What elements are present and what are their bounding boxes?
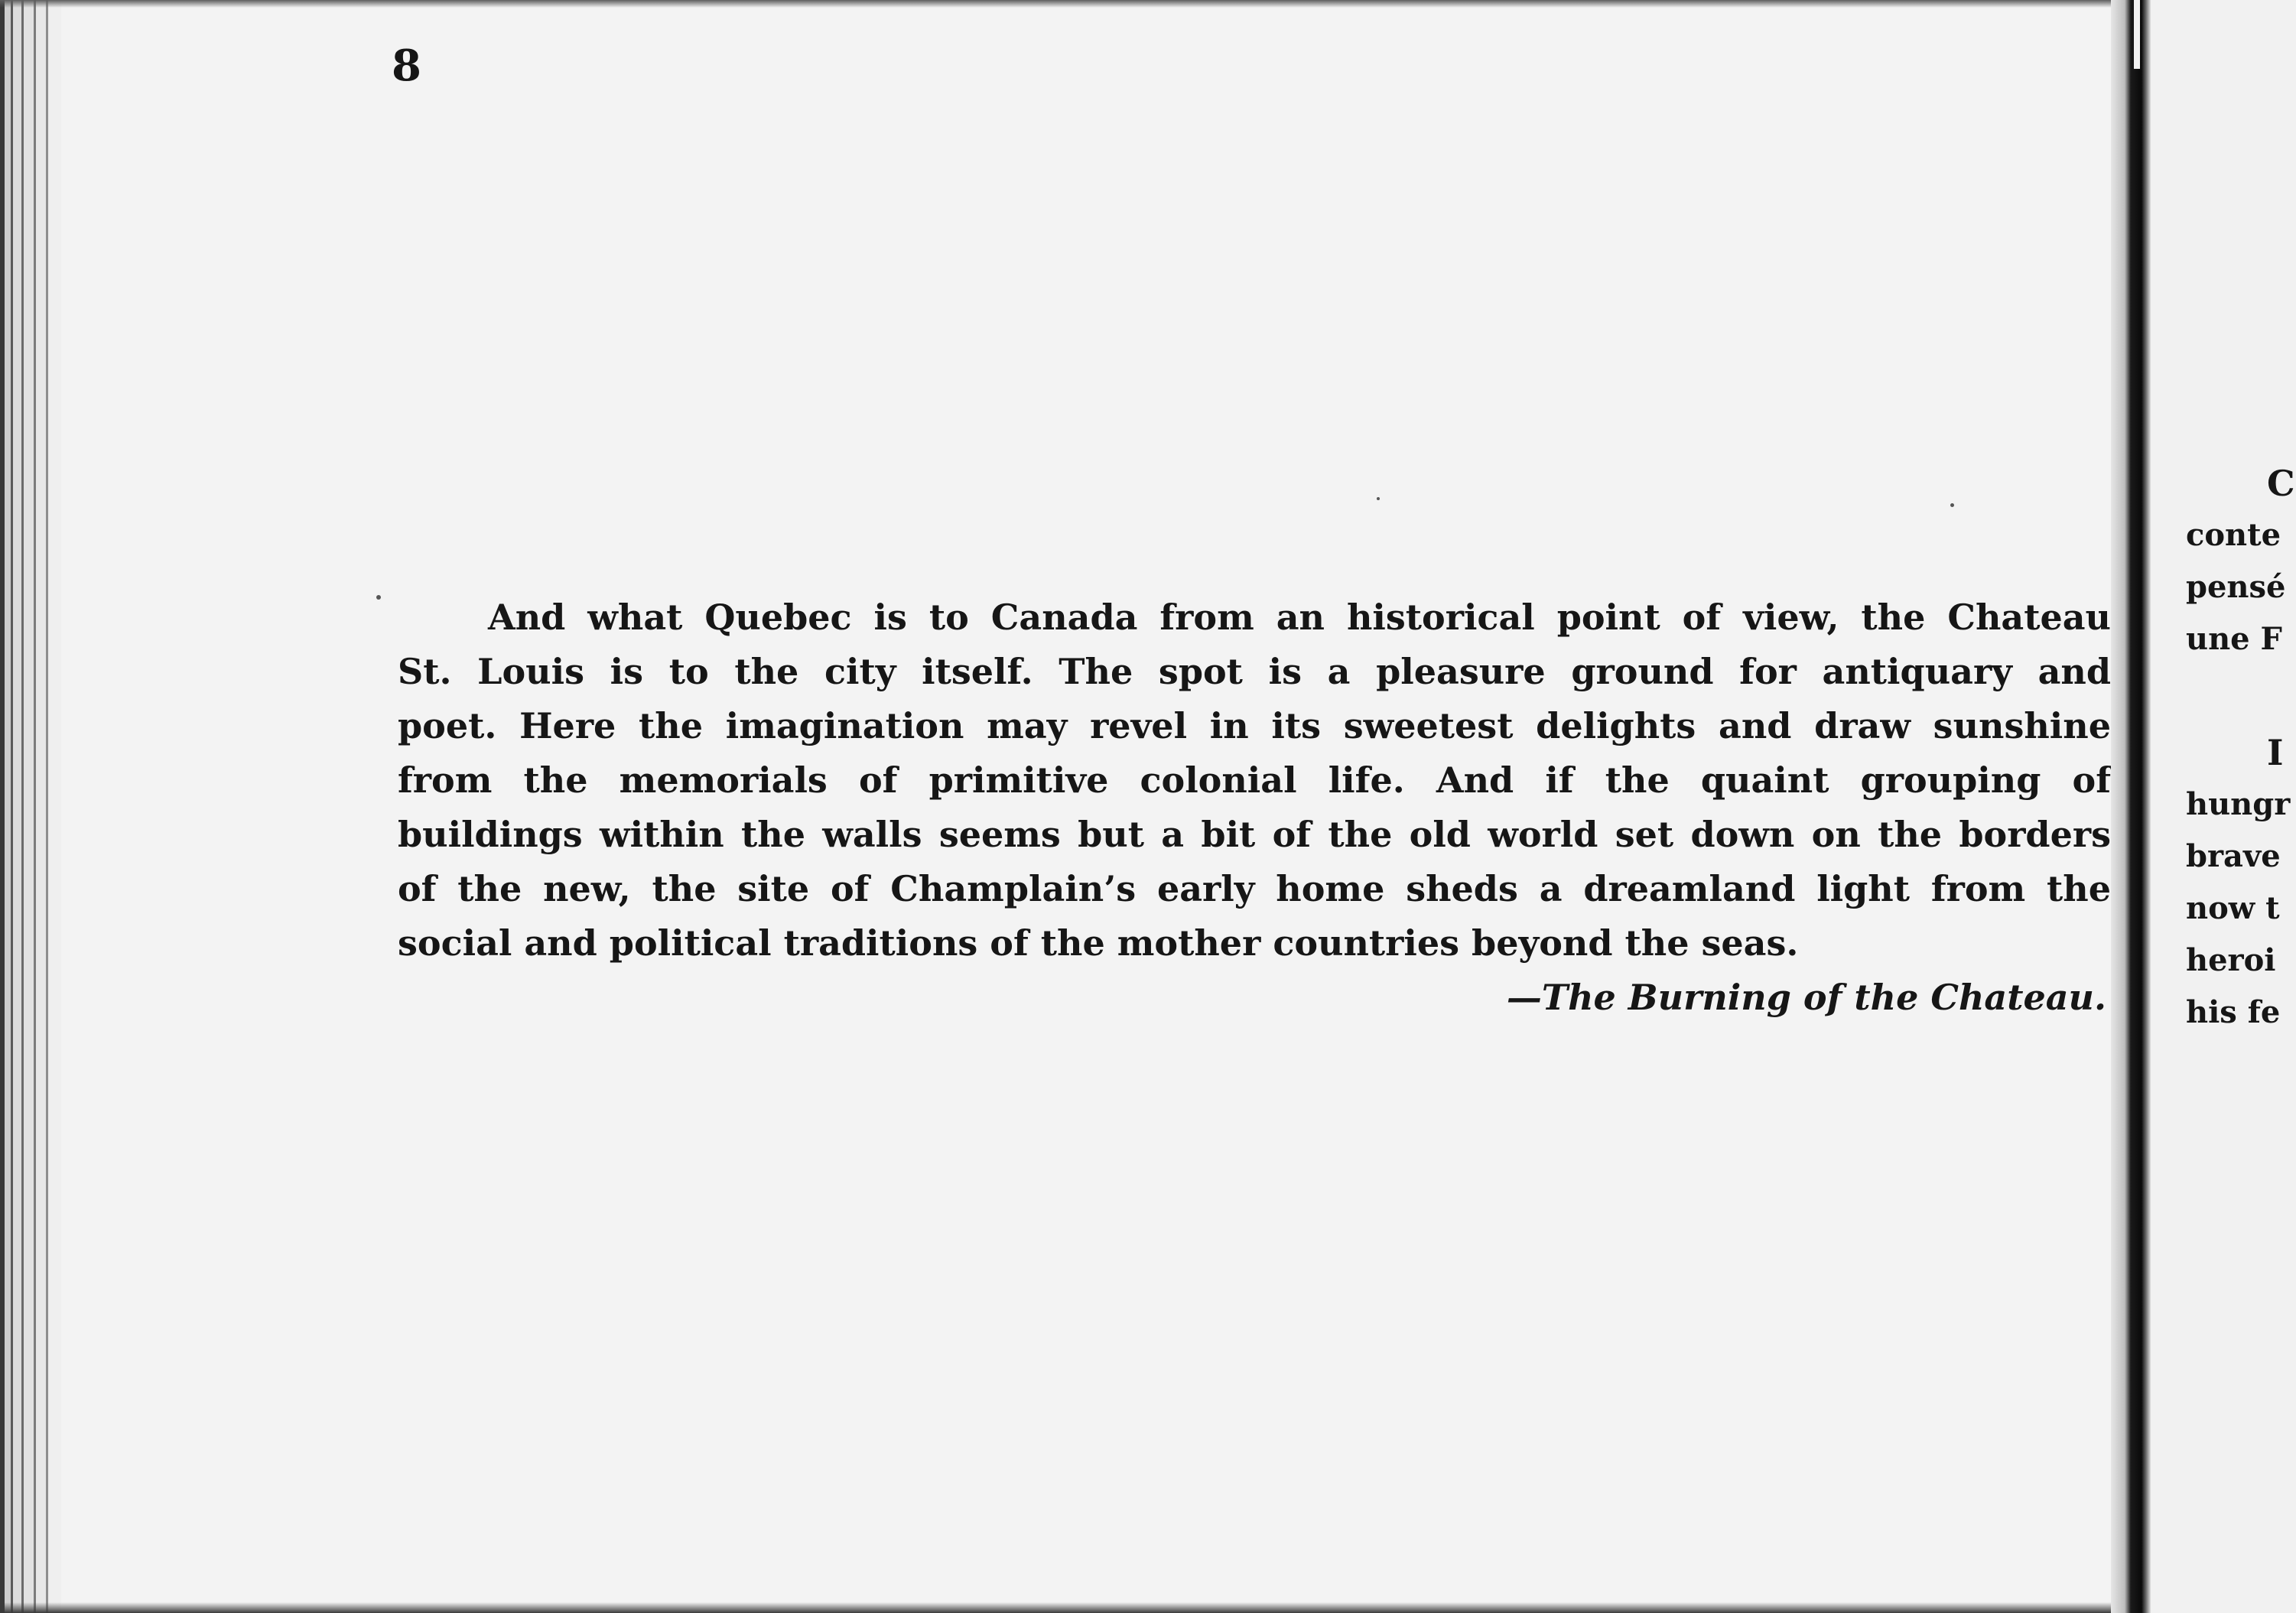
gutter-highlight xyxy=(2134,0,2140,69)
right-page-line: une F xyxy=(2186,621,2282,657)
scan-bottom-shadow xyxy=(0,1602,2126,1613)
passage-attribution: —The Burning of the Chateau. xyxy=(1506,977,2106,1018)
passage-line: St. Louis is to the city itself. The spot is a pleasure ground for antiquary and xyxy=(398,651,2111,692)
right-page-line: brave xyxy=(2186,838,2281,874)
right-page-line: conte xyxy=(2186,517,2281,553)
passage-line: from the memorials of primitive colonial life. And if the quaint grouping of xyxy=(398,759,2111,801)
ink-speck xyxy=(1377,497,1380,500)
ink-speck xyxy=(1950,503,1954,507)
passage-line: And what Quebec is to Canada from an historical point of view, the Chateau xyxy=(488,597,2111,638)
page-number: 8 xyxy=(392,41,421,91)
book-gutter xyxy=(2111,0,2151,1613)
passage-line: poet. Here the imagination may revel in its sweetest delights and draw sunshine xyxy=(398,705,2111,746)
scan-top-shadow xyxy=(0,0,2126,8)
right-facing-page xyxy=(2151,0,2296,1613)
right-page-text xyxy=(2186,457,2295,1039)
passage-line: buildings within the walls seems but a bit of the old world set down on the borders xyxy=(398,814,2111,855)
right-page-line: C xyxy=(2267,463,2295,504)
right-page-line: heroi xyxy=(2186,942,2276,978)
right-page-line: pensé xyxy=(2186,569,2286,605)
stacked-page-edges xyxy=(0,0,61,1613)
quoted-passage xyxy=(398,590,2111,1025)
left-page xyxy=(61,8,2111,1602)
ink-speck xyxy=(376,595,381,600)
passage-line: social and political traditions of the mother countries beyond the seas. xyxy=(398,922,1799,964)
passage-line: of the new, the site of Champlain’s early home sheds a dreamland light from the xyxy=(398,868,2111,909)
paragraph-gap xyxy=(2186,665,2295,727)
right-page-line: his fe xyxy=(2186,994,2281,1030)
right-page-line: I xyxy=(2267,732,2284,773)
right-page-line: hungr xyxy=(2186,786,2291,822)
right-page-line: now t xyxy=(2186,890,2280,926)
